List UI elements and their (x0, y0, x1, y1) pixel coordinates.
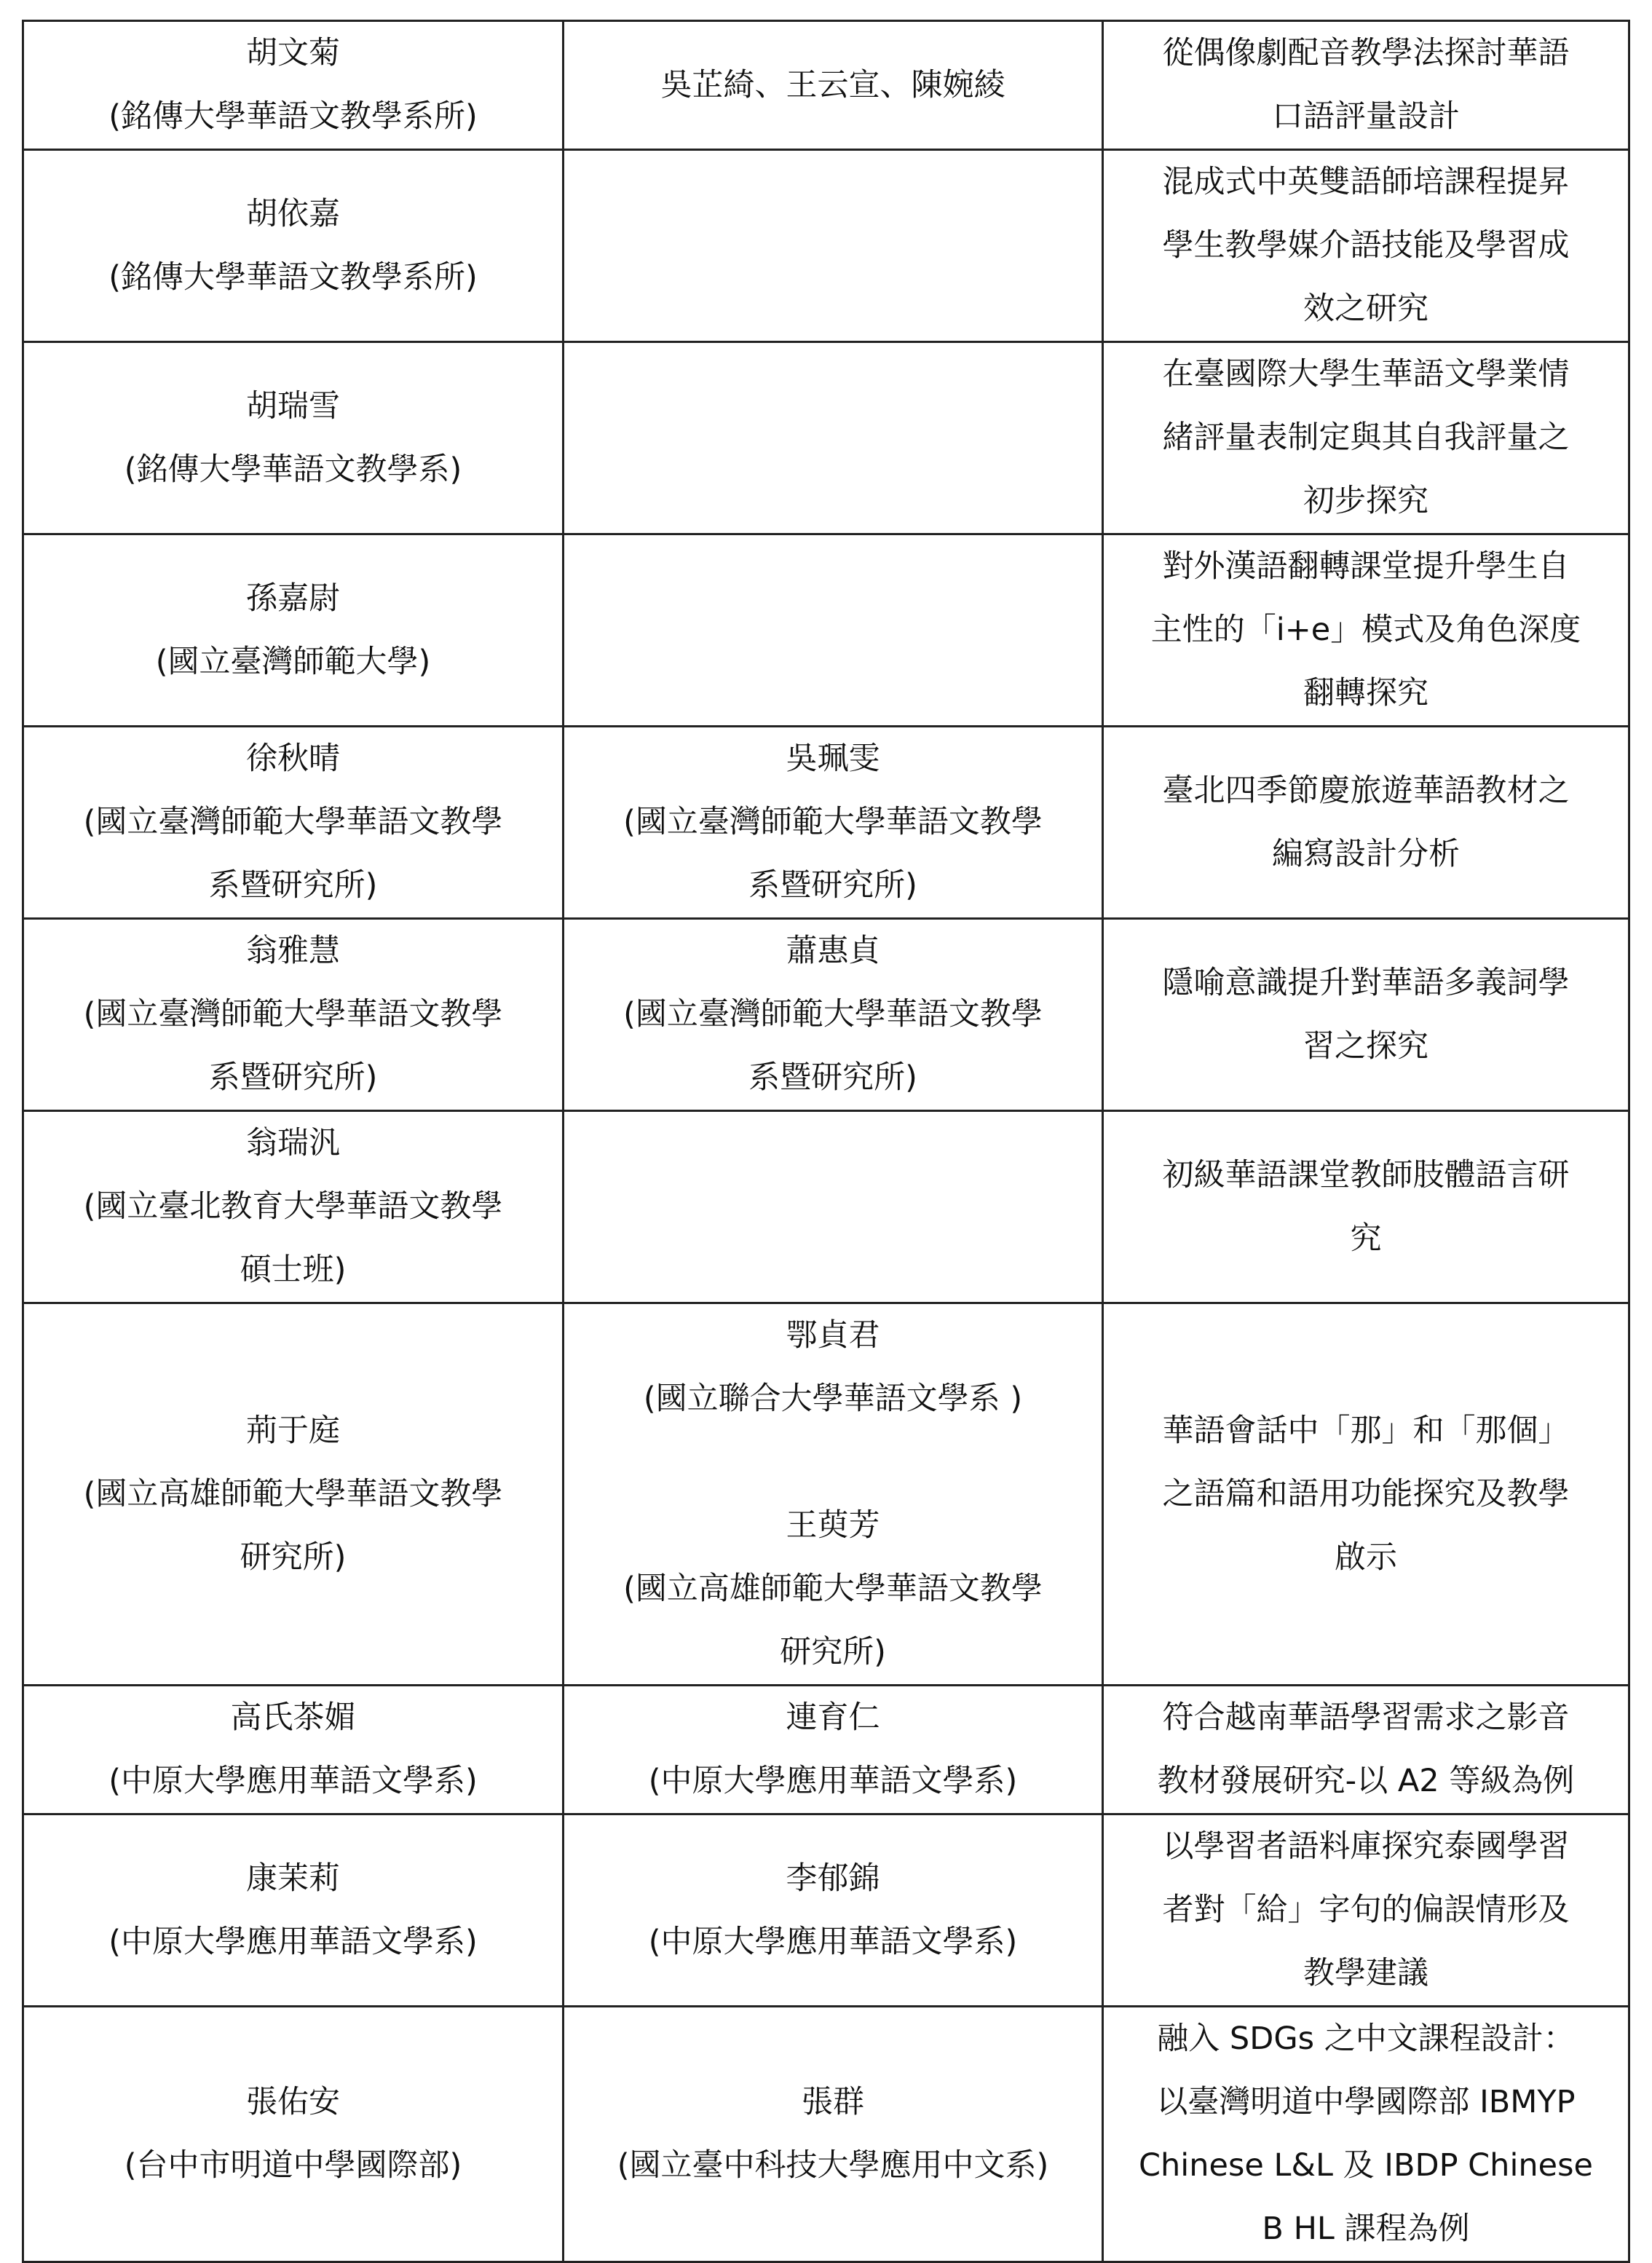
presenter-cell (23, 342, 564, 534)
cell-text-line: (國立臺灣師範大學華語文教學 (83, 804, 503, 840)
presenter-cell (23, 727, 564, 919)
document-page (22, 20, 1628, 2263)
presenter-cell (23, 534, 564, 727)
table-row (23, 1303, 1629, 1686)
coauthor-cell (564, 1686, 1103, 1814)
table-row (23, 2007, 1629, 2262)
table-row (23, 727, 1629, 919)
cell-text-line: B HL 課程為例 (1262, 2211, 1470, 2247)
cell-text-line: 胡依嘉 (246, 195, 340, 232)
cell-text-line: 胡文菊 (246, 35, 340, 71)
cell-text-line: 學生教學媒介語技能及學習成 (1162, 227, 1570, 264)
coauthor-cell (564, 1814, 1103, 2007)
cell-text-line: 初步探究 (1303, 483, 1428, 519)
paper-title-cell (1103, 1686, 1629, 1814)
cell-text-line: 緒評量表制定與其自我評量之 (1162, 419, 1570, 456)
cell-text-line: 之語篇和語用功能探究及教學 (1162, 1475, 1570, 1512)
cell-text-line: 教材發展研究-以 A2 等級為例 (1157, 1763, 1575, 1799)
cell-text-line: 康茉莉 (246, 1860, 340, 1897)
cell-text-line: 研究所) (240, 1539, 347, 1576)
cell-text-line: 碩士班) (240, 1252, 347, 1288)
cell-text-line: (中原大學應用華語文學系) (108, 1923, 478, 1960)
coauthor-spacer (577, 1431, 1088, 1494)
paper-title-cell (1103, 1111, 1629, 1303)
cell-text-line: 以學習者語料庫探究泰國學習 (1162, 1828, 1570, 1865)
table-body (23, 21, 1629, 2262)
cell-text-line: 張群 (802, 2084, 864, 2120)
cell-text-line: 翻轉探究 (1303, 675, 1428, 711)
coauthor-cell (564, 534, 1103, 727)
cell-text-line: 研究所) (780, 1634, 886, 1670)
cell-text-line: (國立臺灣師範大學) (155, 643, 431, 680)
cell-text-line: 李郁錦 (786, 1860, 880, 1897)
cell-text-line: 徐秋晴 (246, 740, 340, 777)
table-row (23, 1686, 1629, 1814)
cell-text-line: (國立聯合大學華語文學系 ) (643, 1381, 1023, 1417)
presenter-cell (23, 21, 564, 150)
cell-text-line: 高氏茶媚 (230, 1699, 356, 1736)
cell-text-line: (中原大學應用華語文學系) (648, 1763, 1018, 1799)
cell-text-line: (國立高雄師範大學華語文教學 (83, 1475, 503, 1512)
cell-text-line: 混成式中英雙語師培課程提昇 (1162, 164, 1570, 200)
cell-text-line: (銘傳大學華語文教學系所) (108, 98, 478, 135)
paper-title-cell (1103, 2007, 1629, 2262)
cell-text-line: (銘傳大學華語文教學系所) (108, 258, 478, 296)
cell-text-line: 對外漢語翻轉課堂提升學生自 (1162, 548, 1570, 585)
cell-text-line: 從偶像劇配音教學法探討華語 (1162, 35, 1570, 71)
coauthor-cell (564, 1303, 1103, 1686)
paper-title-cell (1103, 1303, 1629, 1686)
table-row (23, 1814, 1629, 2007)
cell-text-line: 吳芷綺、王云宣、陳婉綾 (660, 66, 1005, 103)
cell-text-line: Chinese L&L 及 IBDP Chinese (1139, 2147, 1593, 2184)
presenter-cell (23, 150, 564, 342)
coauthor-cell (564, 919, 1103, 1111)
presenter-cell (23, 1686, 564, 1814)
cell-text-line: 融入 SDGs 之中文課程設計： (1157, 2021, 1575, 2057)
cell-text-line: 系暨研究所) (748, 1059, 917, 1096)
cell-text-line: (台中市明道中學國際部) (124, 2147, 462, 2184)
cell-text-line: 習之探究 (1303, 1027, 1428, 1065)
presenter-cell (23, 1111, 564, 1303)
cell-text-line: 荊于庭 (246, 1412, 340, 1449)
table-row (23, 534, 1629, 727)
cell-text-line: 臺北四季節慶旅遊華語教材之 (1162, 772, 1570, 809)
cell-text-line: 孫嘉尉 (246, 580, 340, 617)
cell-text-line: 究 (1350, 1220, 1382, 1257)
table-row (23, 21, 1629, 150)
cell-text-line: 以臺灣明道中學國際部 IBMYP (1156, 2084, 1576, 2120)
cell-text-line: 胡瑞雪 (246, 387, 340, 424)
cell-text-line: 系暨研究所) (208, 1059, 378, 1096)
coauthor-cell (564, 727, 1103, 919)
cell-text-line: 連育仁 (786, 1699, 880, 1736)
cell-text-line: 翁瑞汎 (246, 1125, 340, 1161)
cell-text-line: 效之研究 (1303, 291, 1428, 327)
presentation-table (22, 20, 1630, 2263)
cell-text-line: 王萸芳 (786, 1507, 880, 1544)
paper-title-cell (1103, 919, 1629, 1111)
cell-text-line: 吳珮雯 (786, 740, 880, 777)
cell-text-line: (國立臺灣師範大學華語文教學 (623, 996, 1043, 1032)
cell-text-line: 教學建議 (1303, 1955, 1428, 1991)
cell-text-line: (國立臺灣師範大學華語文教學 (623, 804, 1043, 840)
cell-text-line: (中原大學應用華語文學系) (648, 1923, 1018, 1960)
paper-title-cell (1103, 150, 1629, 342)
coauthor-cell (564, 342, 1103, 534)
cell-text-line: 張佑安 (246, 2084, 340, 2120)
cell-text-line: (國立臺北教育大學華語文教學 (83, 1188, 503, 1225)
cell-text-line: (國立高雄師範大學華語文教學 (623, 1571, 1043, 1607)
cell-text-line: 初級華語課堂教師肢體語言研 (1162, 1156, 1570, 1193)
cell-text-line: 系暨研究所) (208, 867, 378, 904)
presenter-cell (23, 1814, 564, 2007)
coauthor-cell (564, 21, 1103, 150)
cell-text-line: 主性的「i+e」模式及角色深度 (1150, 612, 1581, 648)
paper-title-cell (1103, 1814, 1629, 2007)
cell-text-line: 在臺國際大學生華語文學業情 (1162, 356, 1570, 392)
table-row (23, 1111, 1629, 1303)
paper-title-cell (1103, 21, 1629, 150)
cell-text-line: 隱喻意識提升對華語多義詞學 (1162, 964, 1570, 1001)
presenter-cell (23, 919, 564, 1111)
cell-text-line: (銘傳大學華語文教學系) (124, 451, 462, 488)
paper-title-cell (1103, 534, 1629, 727)
cell-text-line: 啟示 (1335, 1539, 1397, 1576)
table-row (23, 150, 1629, 342)
cell-text-line: 系暨研究所) (748, 867, 917, 904)
coauthor-cell (564, 150, 1103, 342)
coauthor-cell (564, 1111, 1103, 1303)
cell-text-line: 者對「給」字句的偏誤情形及 (1162, 1892, 1570, 1928)
cell-text-line: 蕭惠貞 (786, 933, 880, 969)
coauthor-cell (564, 2007, 1103, 2262)
presenter-cell (23, 2007, 564, 2262)
cell-text-line: 鄂貞君 (786, 1317, 880, 1354)
paper-title-cell (1103, 727, 1629, 919)
cell-text-line: 符合越南華語學習需求之影音 (1162, 1699, 1570, 1736)
cell-text-line: 翁雅慧 (246, 933, 340, 969)
cell-text-line: 口語評量設計 (1272, 98, 1460, 135)
paper-title-cell (1103, 342, 1629, 534)
cell-text-line: 華語會話中「那」和「那個」 (1162, 1412, 1570, 1449)
table-row (23, 919, 1629, 1111)
table-row (23, 342, 1629, 534)
cell-text-line: (中原大學應用華語文學系) (108, 1763, 478, 1799)
presenter-cell (23, 1303, 564, 1686)
cell-text-line: (國立臺灣師範大學華語文教學 (83, 996, 503, 1032)
cell-text-line: 編寫設計分析 (1272, 835, 1460, 872)
cell-text-line: (國立臺中科技大學應用中文系) (617, 2147, 1049, 2184)
